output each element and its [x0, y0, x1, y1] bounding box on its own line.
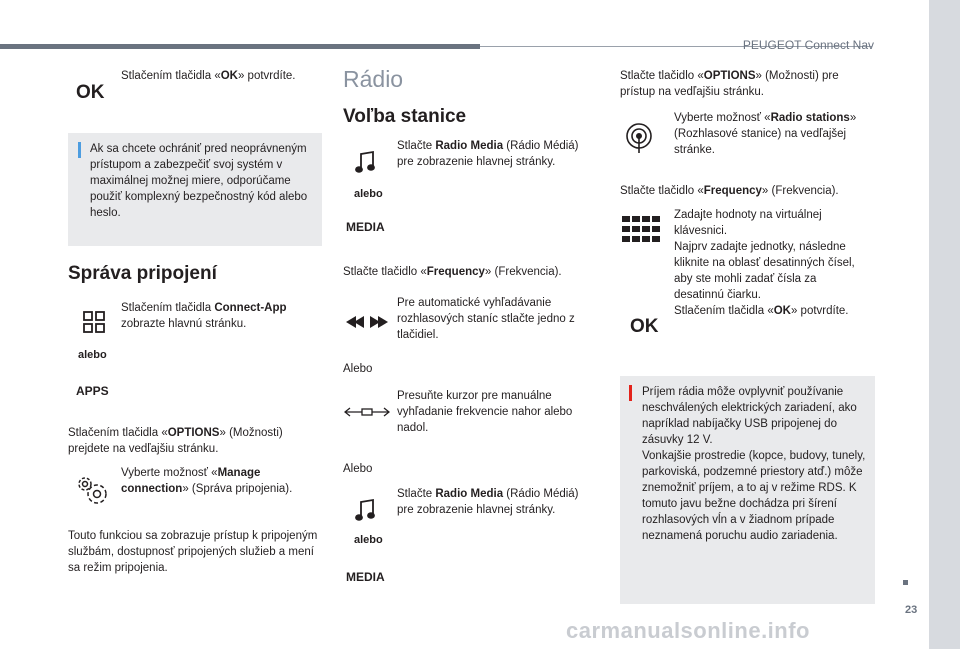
manual-search-text: Presuňte kurzor pre manuálne vyhľadanie frekvencie nahor alebo nadol. — [397, 390, 573, 434]
auto-search-text: Pre automatické vyhľadávanie rozhlasových staníc stlačte jedno z tlačidiel. — [397, 297, 575, 341]
stations-text: Vyberte možnosť «Radio stations» (Rozhlasové stanice) na vedľajšej stránke. — [674, 112, 857, 156]
alebo-label: alebo — [354, 534, 383, 546]
apps-grid-icon — [82, 310, 106, 334]
radio-antenna-icon — [624, 122, 654, 154]
section-subtitle: Voľba stanice — [343, 106, 467, 127]
section-title: Správa pripojení — [68, 263, 217, 284]
header-title: PEUGEOT Connect Nav — [742, 38, 874, 52]
seek-arrows-icon — [346, 314, 388, 330]
footer-text: Touto funkciou sa zobrazuje prístup k pripojeným službám, dostupnosť pripojených služieb a mení sa režim pripojenia. — [68, 530, 318, 574]
options-text: Stlačením tlačidla «OPTIONS» (Možnosti) prejdete na vedľajšiu stránku. — [68, 427, 283, 455]
page-marker — [903, 580, 908, 585]
info-text: Ak sa chcete ochrániť pred neoprávneným prístupom a zabezpečiť svoj systém v maximálnej možnej miere, odporúčame použiť komplexný bezpečnostný kód alebo heslo. — [90, 143, 308, 219]
apps-label: APPS — [76, 384, 109, 398]
freq-text: Stlačte tlačidlo «Frequency» (Frekvencia). — [620, 185, 839, 197]
gear-icon — [72, 472, 112, 508]
keypad-icon — [622, 216, 660, 242]
info-marker — [78, 142, 81, 158]
media-label: MEDIA — [346, 570, 385, 584]
slider-cursor-icon — [344, 405, 390, 419]
alebo-label: alebo — [78, 349, 107, 361]
ok-label: OK — [630, 316, 659, 337]
or-label: Alebo — [343, 363, 373, 375]
info-box — [68, 133, 322, 246]
page-number: 23 — [905, 604, 918, 616]
warning-text: Príjem rádia môže ovplyvniť používanie neschválených elektrických zariadení, ako napríklad nabíjačky USB pripojenej do zásuvky 12 V. Vonkajšie prostredie (kopce, budovy, tunely, parkoviská, podzemné priestory atď.) môže znemožniť príjem, a to aj v režime RDS. K tomuto javu bežne dochádza pri šírení rozhlasových vĺn a v žiadnom prípade neznamená poruchu audio zariadenia. — [642, 386, 866, 542]
alebo-label: alebo — [354, 188, 383, 200]
top-rule — [0, 44, 480, 49]
ok-text: Stlačením tlačidla «OK» potvrdíte. — [121, 70, 296, 82]
watermark: carmanualsonline.info — [566, 618, 810, 643]
media-text: Stlačte Radio Media (Rádio Médiá) pre zobrazenie hlavnej stránky. — [397, 140, 579, 168]
page-title: Rádio — [343, 66, 404, 92]
freq-text: Stlačte tlačidlo «Frequency» (Frekvencia). — [343, 266, 562, 278]
media-label: MEDIA — [346, 220, 385, 234]
keypad-text: Zadajte hodnoty na virtuálnej klávesnici. Najprv zadajte jednotky, následne kliknite na oblasť desatinných čísel, aby ste mohli zadať čísla za desatinnú čiarku. — [674, 209, 855, 301]
ok-text: Stlačením tlačidla «OK» potvrdíte. — [674, 305, 849, 317]
warning-marker — [629, 385, 632, 401]
side-strip — [929, 0, 960, 649]
manage-text: Vyberte možnosť «Manage connection» (Správa pripojenia). — [121, 467, 293, 495]
or-label: Alebo — [343, 463, 373, 475]
media-text: Stlačte Radio Media (Rádio Médiá) pre zobrazenie hlavnej stránky. — [397, 488, 579, 516]
music-note-icon — [355, 150, 377, 174]
ok-label: OK — [76, 82, 105, 103]
music-note-icon — [355, 498, 377, 522]
connect-text: Stlačením tlačidla Connect-App zobrazte hlavnú stránku. — [121, 302, 287, 330]
options-text: Stlačte tlačidlo «OPTIONS» (Možnosti) pre prístup na vedľajšiu stránku. — [620, 70, 839, 98]
warning-box — [620, 376, 875, 604]
